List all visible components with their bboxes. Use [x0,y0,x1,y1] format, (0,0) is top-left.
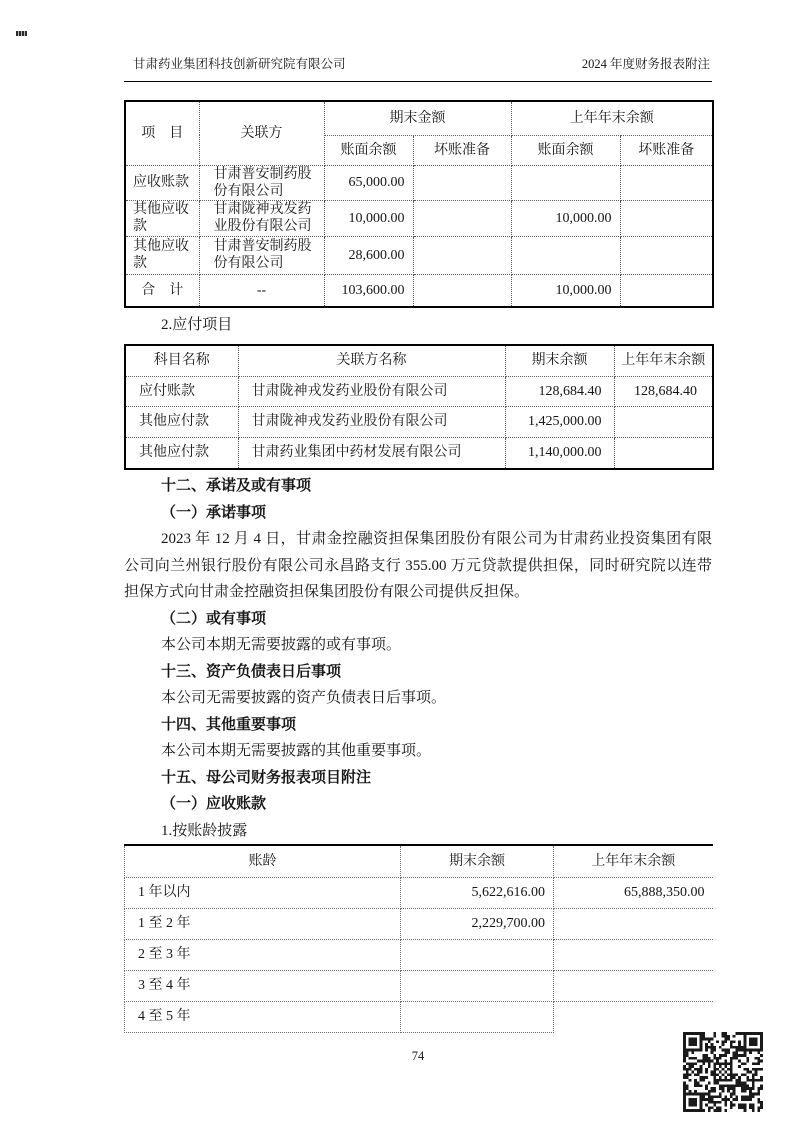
table-header-row [125,101,713,135]
table-header-row [125,345,713,376]
table-header-row [125,845,713,877]
cell-related-party: 甘肃陇神戎发药业股份有限公司 [199,200,324,236]
header-company-name: 甘肃药业集团科技创新研究院有限公司 [133,57,346,71]
col-header-prior-year-balance: 上年年末余额 [554,845,713,877]
paragraph-no-other-matters: 本公司本期无需要披露的其他重要事项。 [161,743,432,759]
cell-amount: 65,888,350.00 [554,877,713,908]
cell-related-party: 甘肃药业集团中药材发展有限公司 [238,437,505,469]
section-heading-parent-company-notes: 十五、母公司财务报表项目附注 [161,769,372,786]
cell-amount: 65,000.00 [324,165,413,200]
cell-amount: 5,622,616.00 [401,877,554,908]
empty-cell [413,200,511,236]
receivables-aging-table [124,844,713,1033]
paragraph-no-post-balance-events: 本公司无需要披露的资产负债表日后事项。 [161,690,447,706]
related-receivables-table [124,100,714,308]
table-row [125,200,713,236]
col-header-related-party-name: 关联方名称 [238,345,505,376]
table-row [125,908,713,939]
empty-cell [511,236,620,274]
paragraph-guarantee-details: 2023 年 12 月 4 日，甘肃金控融资担保集团股份有限公司为甘肃药业投资集团有限公司向兰州银行股份有限公司永昌路支行 355.00 万元贷款提供担保，同时研究院以连带担保方式向甘肃金控融资担保集团股份有限公司提供反担保。 [124,531,712,600]
col-header-aging: 账龄 [125,845,401,877]
payables-section-label: 2.应付项目 [161,317,233,333]
cell-item: 应收账款 [125,165,199,200]
cell-aging-bucket: 1 年以内 [125,877,401,908]
cell-amount: 10,000.00 [511,200,620,236]
section-heading-other-important-matters: 十四、其他重要事项 [161,716,297,733]
cell-aging-bucket: 3 至 4 年 [125,970,401,1001]
cell-amount: 1,140,000.00 [505,437,614,469]
subsection-heading-commitments: （一）承诺事项 [161,504,267,521]
page-number: 74 [411,1048,425,1063]
col-header-bad-debt: 坏账准备 [620,135,713,165]
table-row [125,877,713,908]
cell-related-party: -- [199,274,324,307]
table-row [125,376,713,406]
empty-cell [620,274,713,307]
empty-cell [401,1001,554,1032]
empty-cell [620,200,713,236]
col-header-book-balance: 账面余额 [324,135,413,165]
subsection-heading-contingencies: （二）或有事项 [161,610,267,627]
header-rule [124,81,712,82]
empty-cell [614,406,713,437]
empty-cell [554,939,713,970]
qr-code [683,1032,763,1112]
empty-cell [401,939,554,970]
cell-amount: 103,600.00 [324,274,413,307]
table-total-row [125,274,713,307]
empty-cell [614,437,713,469]
col-header-book-balance: 账面余额 [511,135,620,165]
table-row [125,165,713,200]
col-header-period-end: 期末金额 [324,101,511,135]
cell-subject: 应付账款 [125,376,238,406]
print-registration-mark [16,31,27,36]
cell-subject: 其他应付款 [125,406,238,437]
cell-related-party: 甘肃陇神戎发药业股份有限公司 [238,376,505,406]
empty-cell [620,165,713,200]
col-header-item: 项 目 [125,101,199,165]
table-row [125,1001,713,1032]
empty-cell [554,970,713,1001]
empty-cell [554,908,713,939]
section-heading-commitments-contingencies: 十二、承诺及或有事项 [161,478,312,494]
col-header-subject: 科目名称 [125,345,238,376]
empty-cell [554,1001,713,1032]
page-content [124,0,712,1064]
table-row [125,939,713,970]
cell-related-party: 甘肃普安制药股份有限公司 [199,236,324,274]
cell-amount: 28,600.00 [324,236,413,274]
empty-cell [413,274,511,307]
col-header-related-party: 关联方 [199,101,324,165]
col-header-prior-year-balance: 上年年末余额 [614,345,713,376]
paragraph-no-contingencies: 本公司本期无需要披露的或有事项。 [161,637,402,653]
empty-cell [620,236,713,274]
cell-amount: 1,425,000.00 [505,406,614,437]
col-header-bad-debt: 坏账准备 [413,135,511,165]
cell-amount: 128,684.40 [614,376,713,406]
cell-aging-bucket: 1 至 2 年 [125,908,401,939]
cell-item: 其他应收款 [125,200,199,236]
empty-cell [511,165,620,200]
col-header-ending-balance: 期末余额 [505,345,614,376]
header-doc-title: 2024 年度财务报表附注 [581,57,710,71]
col-header-prior-year-end: 上年年末余额 [511,101,713,135]
notes-sections [124,473,712,844]
section-heading-post-balance-sheet-events: 十三、资产负债表日后事项 [161,663,342,680]
cell-total-label: 合 计 [125,274,199,307]
cell-related-party: 甘肃普安制药股份有限公司 [199,165,324,200]
related-payables-table [124,344,714,470]
table-row [125,437,713,469]
cell-related-party: 甘肃陇神戎发药业股份有限公司 [238,406,505,437]
col-header-ending-balance: 期末余额 [401,845,554,877]
cell-item: 其他应收款 [125,236,199,274]
label-aging-disclosure: 1.按账龄披露 [161,822,248,839]
table-row [125,406,713,437]
cell-aging-bucket: 4 至 5 年 [125,1001,401,1032]
table-row [125,970,713,1001]
empty-cell [413,165,511,200]
cell-aging-bucket: 2 至 3 年 [125,939,401,970]
page-header [124,0,712,72]
cell-amount: 2,229,700.00 [401,908,554,939]
cell-amount: 10,000.00 [324,200,413,236]
empty-cell [413,236,511,274]
cell-amount: 128,684.40 [505,376,614,406]
subsection-heading-accounts-receivable: （一）应收账款 [161,796,267,812]
cell-amount: 10,000.00 [511,274,620,307]
cell-subject: 其他应付款 [125,437,238,469]
table-row [125,236,713,274]
empty-cell [401,970,554,1001]
